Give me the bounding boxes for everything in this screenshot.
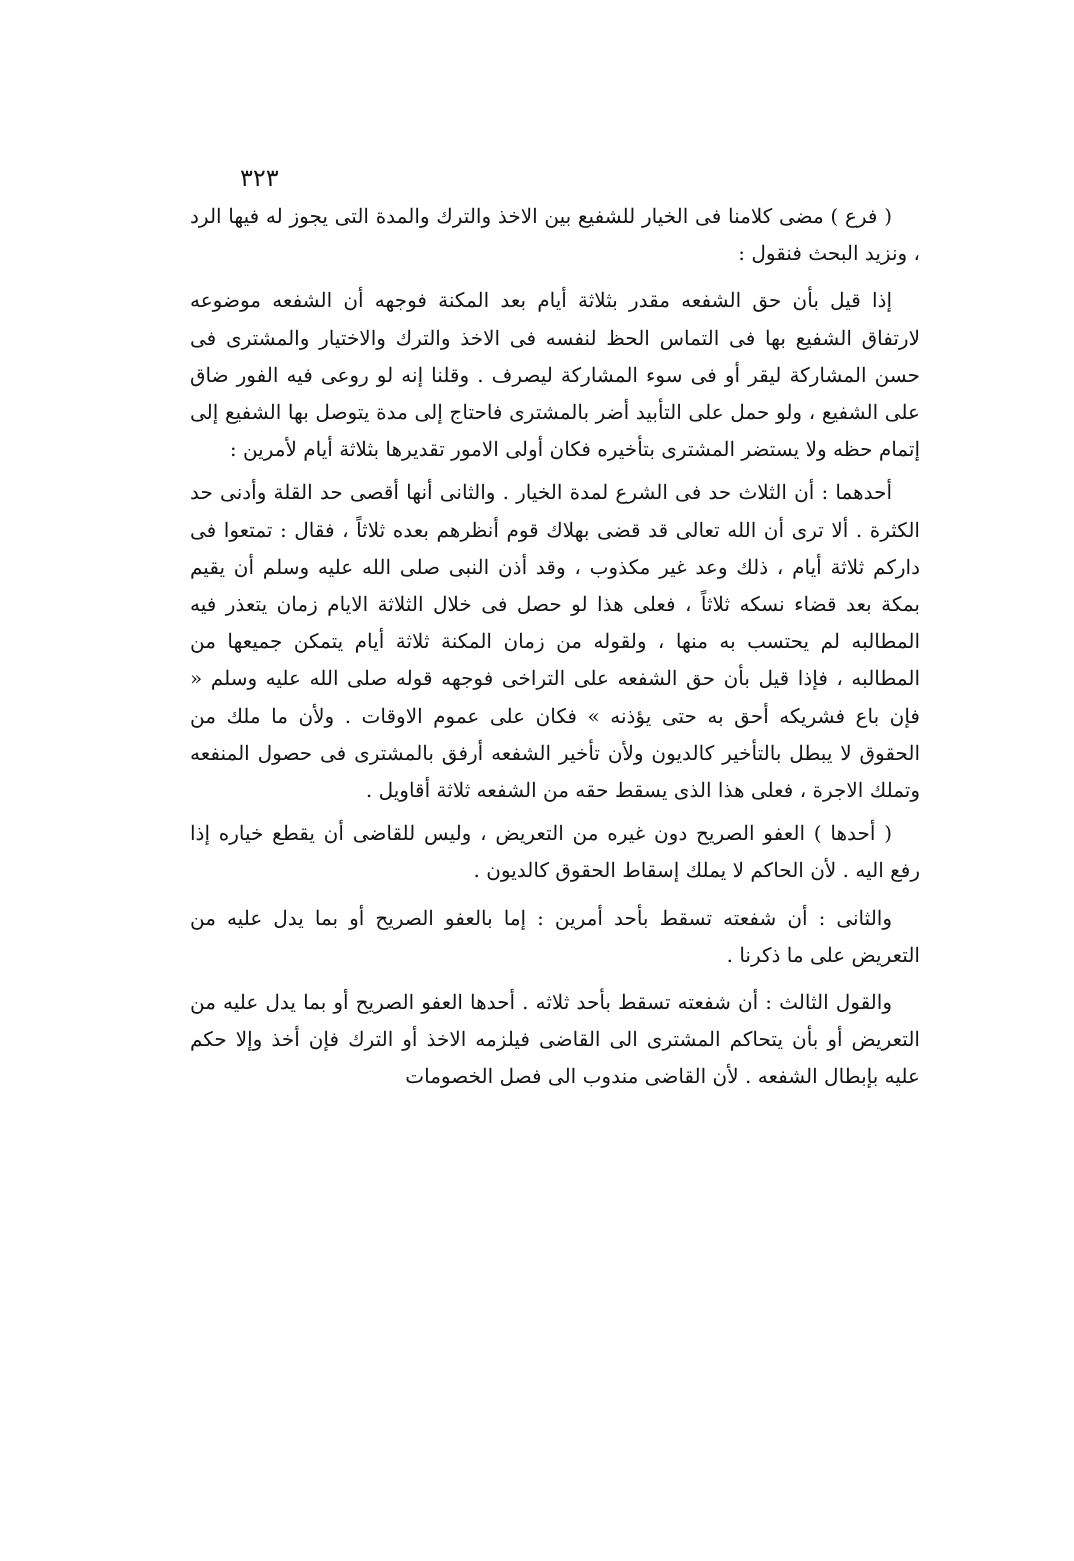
page-number: ٣٢٣ bbox=[240, 164, 279, 192]
paragraph-three-days: إذا قيل بأن حق الشفعه مقدر بثلاثة أيام بعد المكنة فوجهه أن الشفعه موضوعه لارتفاق الشفيع بها فى التماس الحظ لنفسه فى الاخذ والترك والاختيار والمشترى فى حسن المشاركة ليقر أو فى سوء المشاركة ليصرف . وقلنا إنه لو روعى فيه الفور ضاق على الشفيع ، ولو حمل على التأبيد أضر بالمشترى فاحتاج إلى مدة يتوصل بها الشفيع إلى إتمام حظه ولا يستضر المشترى بتأخيره فكان أولى الامور تقديرها بثلاثة أيام لأمرين : bbox=[190, 288, 920, 462]
paragraph-third-opinion: والقول الثالث : أن شفعته تسقط بأحد ثلاثه . أحدها العفو الصريح أو بما يدل عليه من التعريض أو بأن يتحاكم المشترى الى القاضى فيلزمه الاخذ أو الترك فإن أخذ وإلا حكم عليه بإبطال الشفعه . لأن القاضى مندوب الى فصل الخصومات bbox=[190, 990, 920, 1089]
body-text bbox=[190, 198, 920, 1096]
paragraph-subsection-intro: ( فرع ) مضى كلامنا فى الخيار للشفيع بين الاخذ والترك والمدة التى يجوز له فيها الرد ، ونزيد البحث فنقول : bbox=[190, 204, 920, 266]
paragraph-first-opinion: ( أحدها ) العفو الصريح دون غيره من التعريض ، وليس للقاضى أن يقطع خياره إذا رفع اليه . لأن الحاكم لا يملك إسقاط الحقوق كالديون . bbox=[190, 821, 920, 883]
paragraph-two-reasons: أحدهما : أن الثلاث حد فى الشرع لمدة الخيار . والثانى أنها أقصى حد القلة وأدنى حد الكثرة . ألا ترى أن الله تعالى قد قضى بهلاك قوم أنظرهم بعده ثلاثاً ، فقال : تمتعوا فى داركم ثلاثة أيام ، ذلك وعد غير مكذوب ، وقد أذن النبى صلى الله عليه وسلم أن يقيم بمكة بعد قضاء نسكه ثلاثاً ، فعلى هذا لو حصل فى خلال الثلاثة الايام زمان يتعذر فيه المطالبه لم يحتسب به منها ، ولقوله من زمان المكنة ثلاثة أيام يتمكن جميعها من المطالبه ، فإذا قيل بأن حق الشفعه على التراخى فوجهه قوله صلى الله عليه وسلم « فإن باع فشريكه أحق به حتى يؤذنه » فكان على عموم الاوقات . ولأن ما ملك من الحقوق لا يبطل بالتأخير كالديون ولأن تأخير الشفعه أرفق بالمشترى فى حصول المنفعه وتملك الاجرة ، فعلى هذا الذى يسقط حقه من الشفعه ثلاثة أقاويل . bbox=[190, 480, 920, 803]
paragraph-second-opinion: والثانى : أن شفعته تسقط بأحد أمرين : إما بالعفو الصريح أو بما يدل عليه من التعريض على ما ذكرنا . bbox=[190, 905, 920, 967]
